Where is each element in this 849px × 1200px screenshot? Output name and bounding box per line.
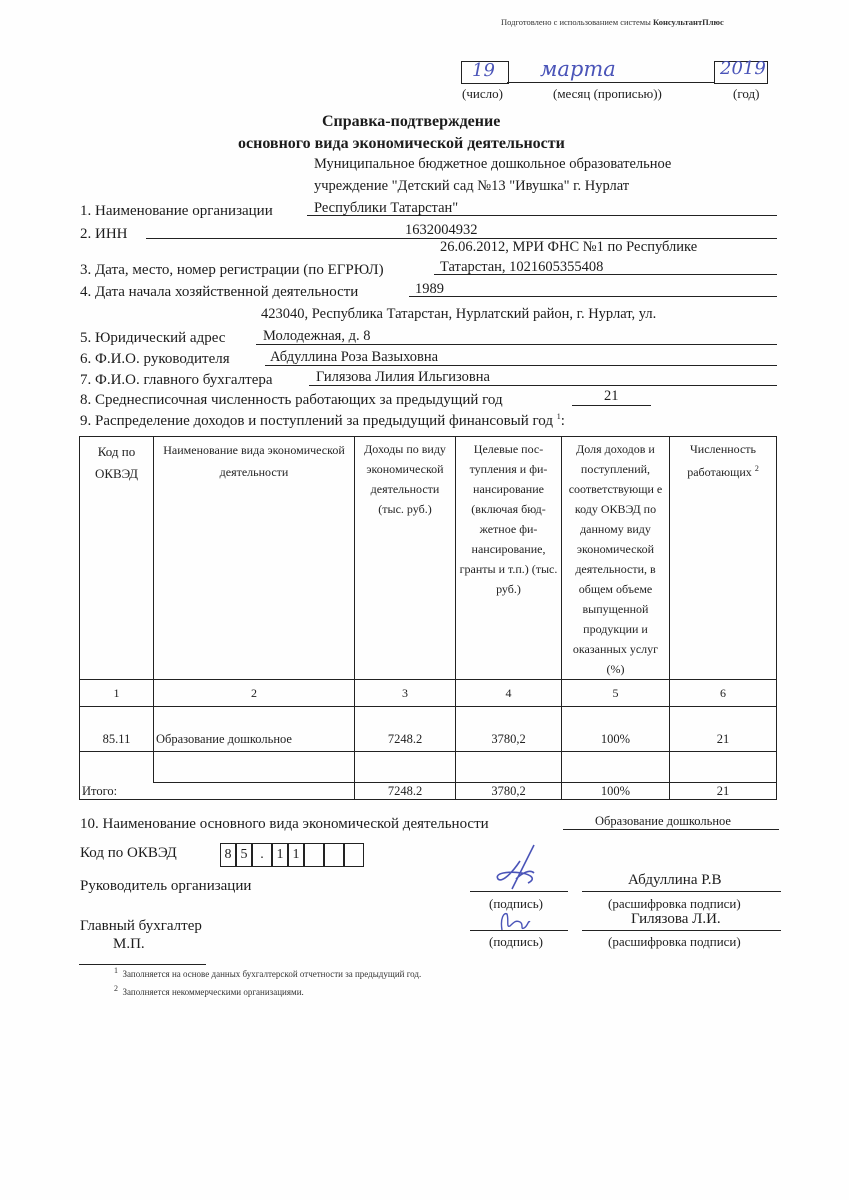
prepared-system: КонсультантПлюс	[653, 17, 724, 27]
main-activity-label: 10. Наименование основного вида экономической деятельности	[80, 816, 489, 832]
registration-line1: 26.06.2012, МРИ ФНС №1 по Республике	[440, 239, 698, 255]
table-row	[80, 707, 777, 752]
document-subtitle: основного вида экономической деятельности	[238, 135, 565, 152]
start-date-underline	[409, 296, 777, 297]
month-value: марта	[540, 57, 616, 81]
inn-label: 2. ИНН	[80, 226, 128, 242]
accountant-name-decoded: Гилязова Л.И.	[631, 911, 721, 927]
org-name-underline	[307, 215, 777, 216]
row-targeted: 3780,2	[456, 707, 562, 752]
footnote-1-num: 1	[114, 966, 118, 975]
head-underline	[265, 365, 777, 366]
total-targeted: 3780,2	[456, 783, 562, 800]
head-signature-line	[470, 891, 568, 892]
empty-cell	[154, 752, 355, 783]
empty-cell	[562, 752, 670, 783]
headcount-value: 21	[604, 388, 619, 404]
org-name-label: 1. Наименование организации	[80, 203, 273, 219]
row-okved-code: 85.11	[80, 707, 154, 752]
registration-label: 3. Дата, место, номер регистрации (по ЕГРЮЛ)	[80, 262, 384, 278]
accountant-value: Гилязова Лилия Ильгизовна	[316, 369, 490, 385]
footnote-1	[114, 966, 421, 979]
registration-underline	[434, 274, 777, 275]
col-num-3: 3	[355, 680, 456, 707]
day-value: 19	[472, 60, 495, 81]
header-employees	[670, 437, 777, 680]
header-okved-code: Код по ОКВЭД	[80, 437, 154, 680]
footnote-2-num: 2	[114, 984, 118, 993]
org-name-line1: Муниципальное бюджетное дошкольное образовательное	[314, 156, 672, 172]
registration-line2: Татарстан, 1021605355408	[440, 259, 604, 275]
row-income: 7248.2	[355, 707, 456, 752]
okved-code-label: Код по ОКВЭД	[80, 845, 177, 861]
okved-cell[interactable]: 5	[236, 843, 252, 867]
okved-cell[interactable]: .	[252, 843, 272, 867]
accountant-name-line	[582, 930, 781, 931]
distribution-label	[80, 412, 565, 430]
row-share: 100%	[562, 707, 670, 752]
main-activity-value: Образование дошкольное	[595, 814, 731, 828]
prepared-prefix: Подготовлено с использованием системы	[501, 17, 651, 27]
distribution-text: 9. Распределение доходов и поступлений за предыдущий финансовый год	[80, 413, 554, 429]
income-distribution-table	[79, 436, 777, 800]
head-value: Абдуллина Роза Вазыховна	[270, 349, 439, 365]
main-activity-underline	[563, 829, 779, 830]
header-employees-text: Численность работающих	[687, 442, 757, 479]
head-signature-label: Руководитель организации	[80, 878, 252, 894]
accountant-signature-caption: (подпись)	[489, 934, 543, 949]
footnote-separator	[79, 964, 206, 965]
stamp-placeholder-label: М.П.	[113, 936, 145, 952]
accountant-signature-line	[470, 930, 568, 931]
okved-cell[interactable]	[344, 843, 364, 867]
column-number-row	[80, 680, 777, 707]
okved-cell[interactable]: 8	[220, 843, 236, 867]
table-row-empty	[80, 752, 777, 783]
head-name-line	[582, 891, 781, 892]
col-num-1: 1	[80, 680, 154, 707]
accountant-underline	[309, 385, 777, 386]
head-name-decoded: Абдуллина Р.В	[628, 872, 722, 888]
total-label: Итого:	[80, 783, 355, 800]
header-targeted-funding: Целевые пос-тупления и фи-нансирование (включая бюд-жетное фи-нансирование, гранты и т.п.) (тыс. руб.)	[456, 437, 562, 680]
empty-cell	[355, 752, 456, 783]
start-date-value: 1989	[415, 281, 444, 297]
headcount-underline	[572, 405, 651, 406]
table-header-row	[80, 437, 777, 680]
footnote-ref-2: 2	[754, 464, 759, 473]
footnote-1-text: Заполняется на основе данных бухгалтерской отчетности за предыдущий год.	[122, 969, 422, 979]
head-signature-icon	[492, 843, 552, 893]
col-num-6: 6	[670, 680, 777, 707]
okved-cell[interactable]: 1	[272, 843, 288, 867]
day-caption: (число)	[462, 86, 503, 101]
total-share: 100%	[562, 783, 670, 800]
col-num-2: 2	[154, 680, 355, 707]
org-name-line2: учреждение "Детский сад №13 "Ивушка" г. Нурлат	[314, 178, 630, 194]
year-value: 2019	[720, 58, 766, 79]
year-caption: (год)	[733, 86, 760, 101]
org-name-line3: Республики Татарстан"	[314, 200, 459, 216]
total-employees: 21	[670, 783, 777, 800]
month-caption: (месяц (прописью))	[553, 86, 662, 101]
start-date-label: 4. Дата начала хозяйственной деятельности	[80, 284, 359, 300]
head-decoding-caption: (расшифровка подписи)	[608, 896, 741, 911]
accountant-label: 7. Ф.И.О. главного бухгалтера	[80, 372, 273, 388]
address-label: 5. Юридический адрес	[80, 330, 226, 346]
accountant-decoding-caption: (расшифровка подписи)	[608, 934, 741, 949]
footnote-ref-1: 1	[556, 412, 561, 421]
month-underline	[507, 82, 714, 83]
header-income: Доходы по виду экономической деятельности (тыс. руб.)	[355, 437, 456, 680]
document-title: Справка-подтверждение	[322, 113, 501, 130]
okved-cell[interactable]	[304, 843, 324, 867]
distribution-colon: :	[560, 413, 565, 429]
total-income: 7248.2	[355, 783, 456, 800]
empty-cell	[456, 752, 562, 783]
empty-cell	[80, 752, 154, 783]
row-employees: 21	[670, 707, 777, 752]
row-activity-name: Образование дошкольное	[154, 707, 355, 752]
header-activity-name: Наименование вида экономической деятельности	[154, 437, 355, 680]
accountant-signature-label: Главный бухгалтер	[80, 918, 202, 934]
footnote-2-text: Заполняется некоммерческими организациями.	[122, 987, 304, 997]
head-signature-caption: (подпись)	[489, 896, 543, 911]
empty-cell	[670, 752, 777, 783]
prepared-with-note	[501, 17, 724, 27]
okved-cell[interactable]	[324, 843, 344, 867]
total-row	[80, 783, 777, 800]
inn-value: 1632004932	[405, 222, 478, 238]
header-share: Доля доходов и поступлений, соответствующи е коду ОКВЭД по данному виду экономической деятельности, в общем объеме выпущенной продукции и оказанных услуг (%)	[562, 437, 670, 680]
address-line2: Молодежная, д. 8	[263, 328, 371, 344]
okved-cell[interactable]: 1	[288, 843, 304, 867]
head-label: 6. Ф.И.О. руководителя	[80, 351, 230, 367]
address-underline	[256, 344, 777, 345]
col-num-4: 4	[456, 680, 562, 707]
headcount-label: 8. Среднесписочная численность работающих за предыдущий год	[80, 392, 503, 408]
address-line1: 423040, Республика Татарстан, Нурлатский район, г. Нурлат, ул.	[261, 306, 657, 322]
col-num-5: 5	[562, 680, 670, 707]
footnote-2	[114, 984, 304, 997]
